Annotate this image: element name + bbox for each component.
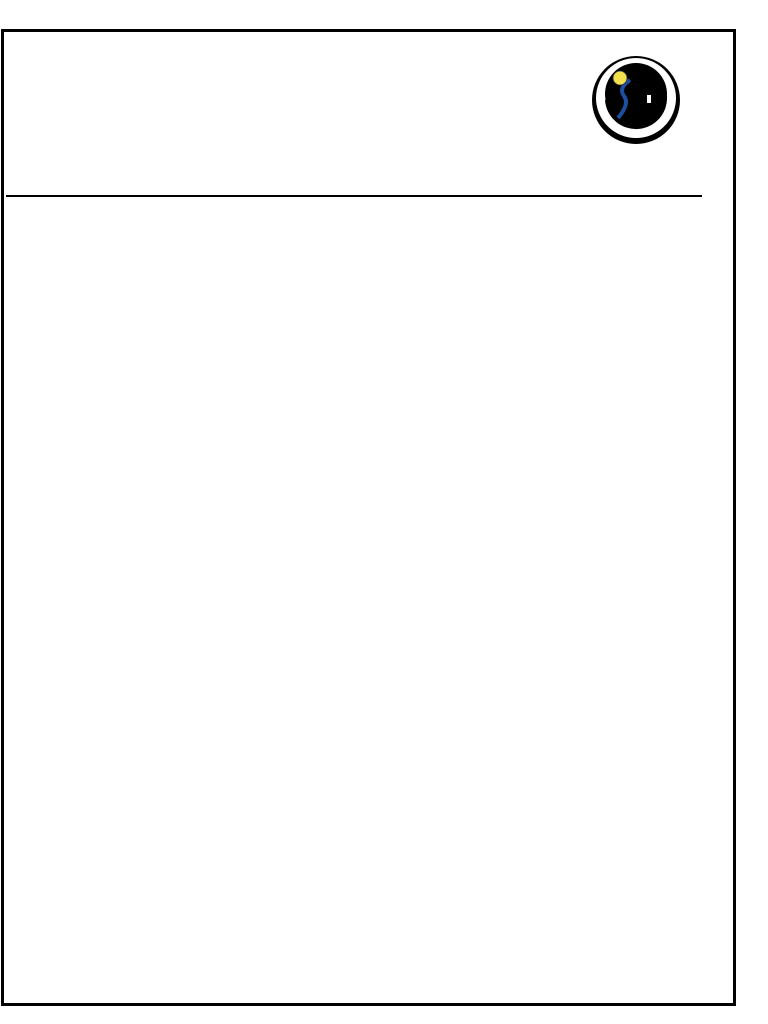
logo-sun bbox=[613, 71, 627, 85]
page-border bbox=[1, 29, 736, 1006]
logo-door bbox=[647, 95, 651, 103]
school-logo bbox=[578, 40, 690, 146]
header-divider bbox=[6, 195, 702, 197]
